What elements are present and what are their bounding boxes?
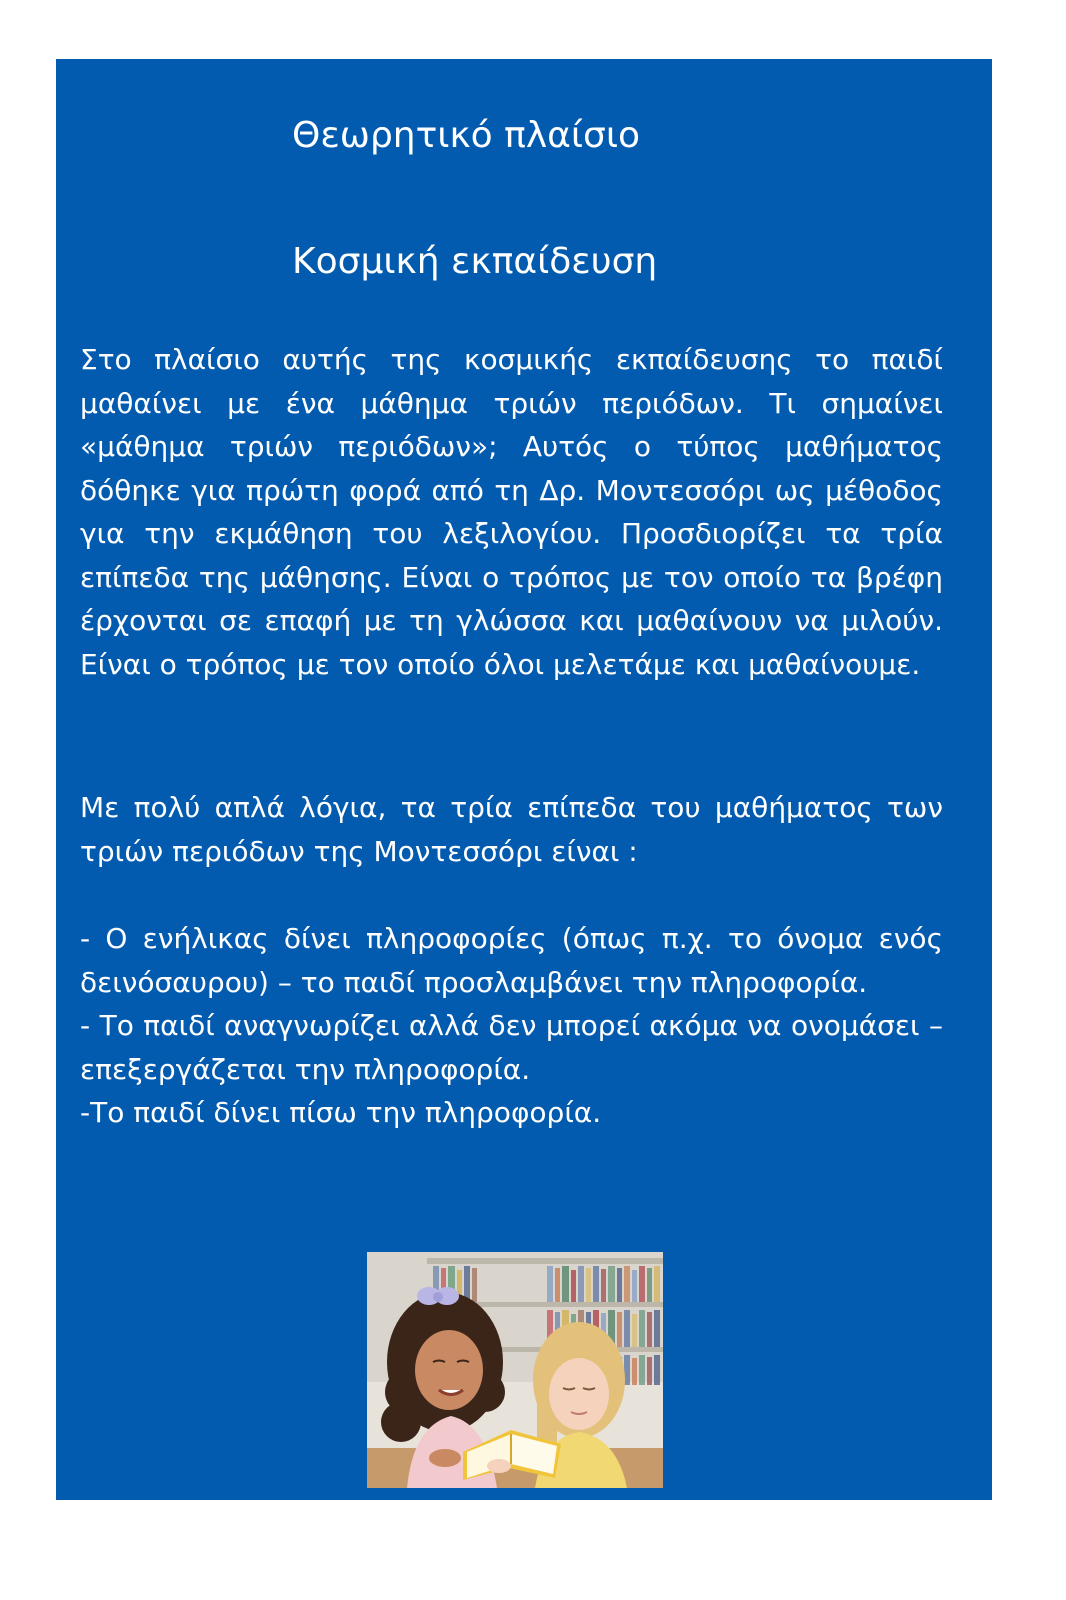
list-item: - Το παιδί αναγνωρίζει αλλά δεν μπορεί ακόμα να ονομάσει –επεξεργάζεται την πληροφορία. xyxy=(80,1009,943,1086)
page-subtitle: Κοσμική εκπαίδευση xyxy=(292,241,658,282)
list-item: -Το παιδί δίνει πίσω την πληροφορία. xyxy=(80,1096,602,1129)
content-panel xyxy=(56,59,992,1500)
children-reading-photo xyxy=(367,1252,663,1488)
page-title: Θεωρητικό πλαίσιο xyxy=(292,115,641,156)
intro-paragraph: Στο πλαίσιο αυτής της κοσμικής εκπαίδευσης το παιδί μαθαίνει με ένα μάθημα τριών περιόδων. Τι σημαίνει «μάθημα τριών περιόδων»; Αυτός ο τύπος μαθήματος δόθηκε για πρώτη φορά από τη Δρ. Μοντεσσόρι ως μέθοδος για την εκμάθηση του λεξιλογίου. Προσδιορίζει τα τρία επίπεδα της μάθησης. Είναι ο τρόπος με τον οποίο τα βρέφη έρχονται σε επαφή με τη γλώσσα και μαθαίνουν να μιλούν. Είναι ο τρόπος με τον οποίο όλοι μελετάμε και μαθαίνουμε. xyxy=(80,343,943,681)
list-item: - Ο ενήλικας δίνει πληροφορίες (όπως π.χ. το όνομα ενός δεινόσαυρου) – το παιδί προσλαμβάνει την πληροφορία. xyxy=(80,922,943,999)
levels-paragraph: Με πολύ απλά λόγια, τα τρία επίπεδα του μαθήματος των τριών περιόδων της Μοντεσσόρι είναι : xyxy=(80,791,943,868)
levels-list xyxy=(80,917,943,1135)
